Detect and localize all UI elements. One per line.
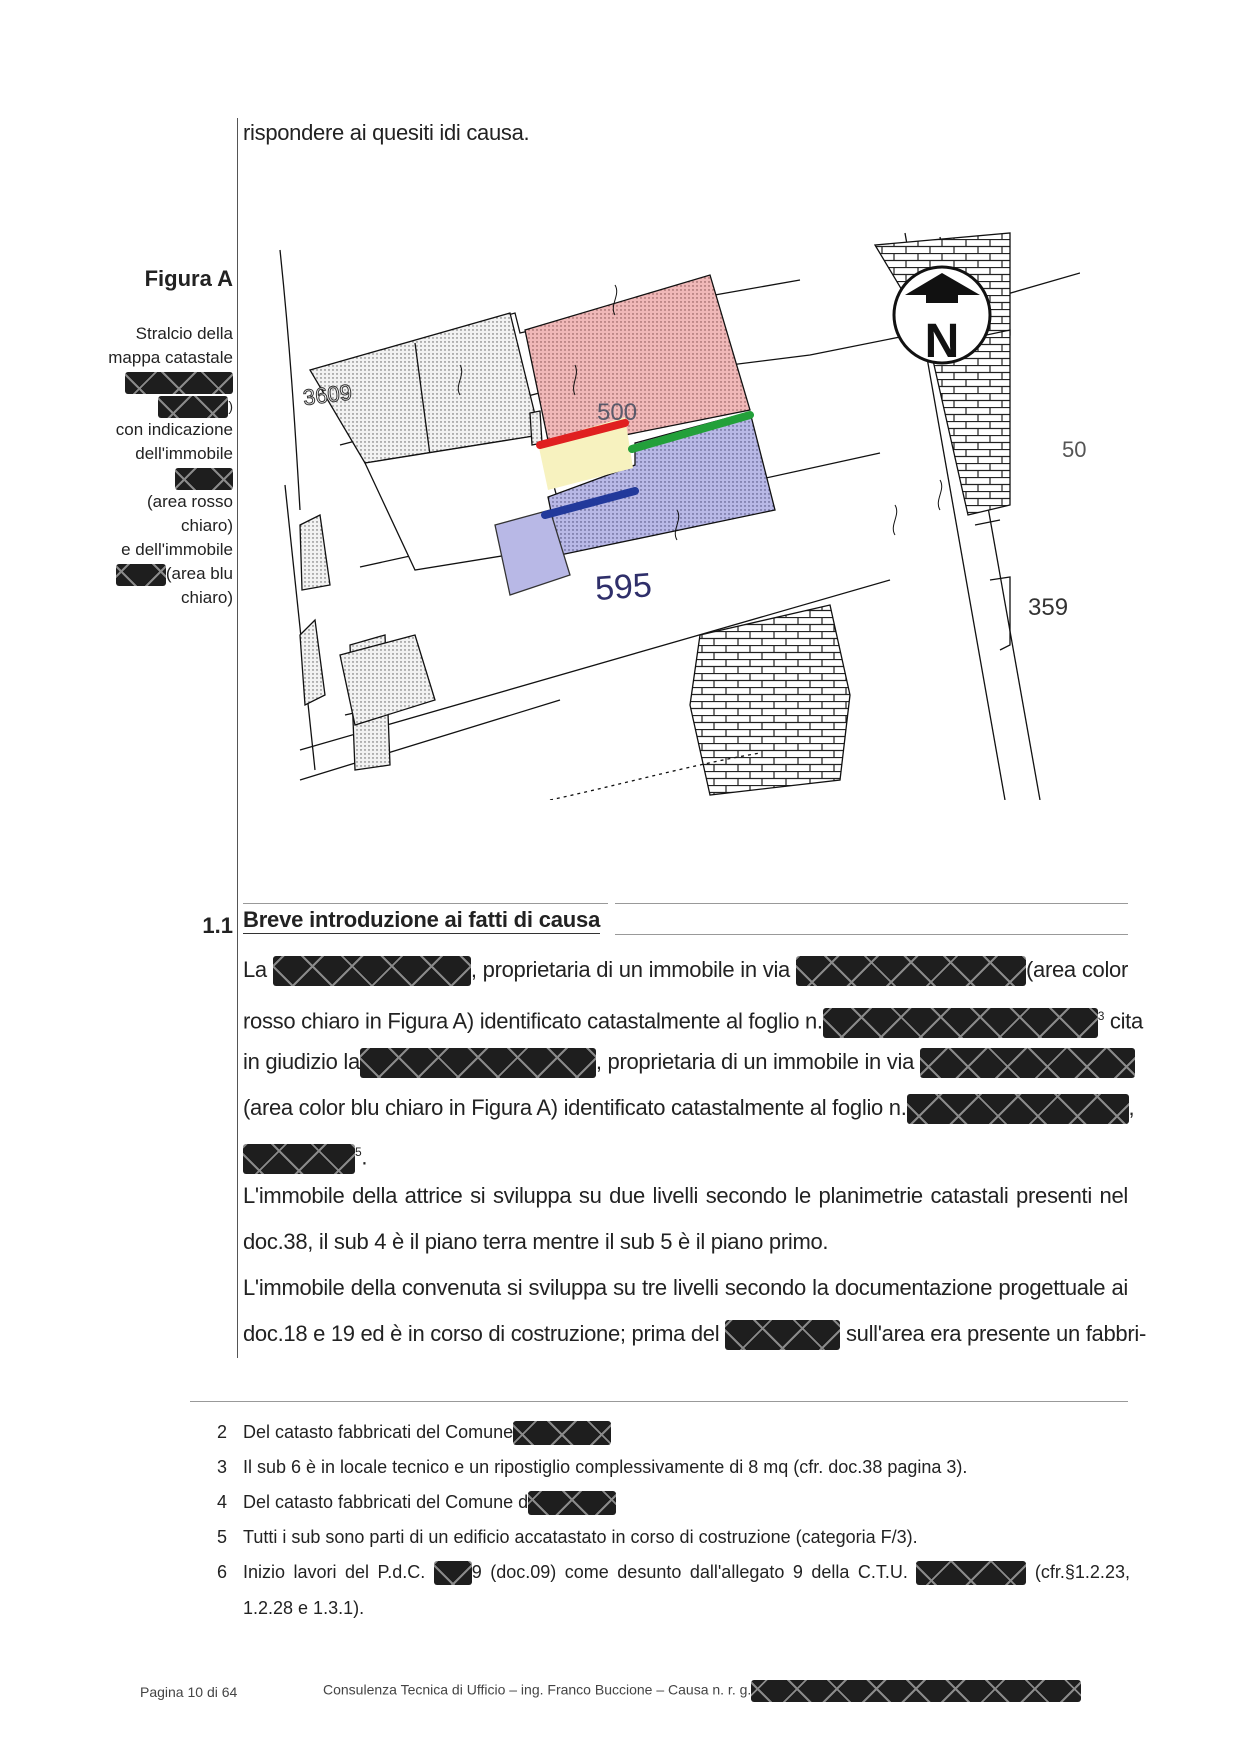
- caption-line: con indicazione: [115, 420, 233, 439]
- redacted-text: [273, 956, 471, 986]
- redacted-text: [360, 1048, 596, 1078]
- caption-line: chiaro): [181, 516, 233, 535]
- parcel-label: 50: [1062, 437, 1087, 462]
- text-line: doc.38, il sub 4 è il piano terra mentre il sub 5 è il piano primo.: [243, 1229, 829, 1254]
- text-line: $^5$.: [243, 1131, 1128, 1173]
- caption-line: chiaro): [181, 588, 233, 607]
- text-line: in giudizio la , proprietaria di un immobile in via: [243, 1039, 1128, 1085]
- cadastral-map: [240, 225, 1087, 800]
- figure-label: Figura A: [144, 266, 233, 291]
- margin-rule: [237, 118, 238, 1358]
- redacted-text: [725, 1320, 840, 1350]
- redacted-text: [243, 1144, 355, 1174]
- redacted-text: [513, 1421, 611, 1445]
- caption-line: Stralcio della: [135, 324, 233, 343]
- redacted-text: [751, 1680, 1081, 1702]
- redacted-text: [158, 396, 228, 418]
- footnote-item: 4 Del catasto fabbricati del Comune d: [205, 1490, 1130, 1515]
- text-line: La , proprietaria di un immobile in via (area color: [243, 947, 1128, 993]
- footnote-item: 6 Inizio lavori del P.d.C. 9 (doc.09) come desunto dall'allegato 9 della C.T.U. (cfr.§1.2.23,: [205, 1560, 1130, 1585]
- footnote-separator: [190, 1401, 1128, 1402]
- body-paragraphs: [243, 947, 1146, 1357]
- caption-line: dell'immobile: [135, 444, 233, 463]
- text-line: rosso chiaro in Figura A) identificato catastalmente al foglio n. $^3$ cita: [243, 993, 1128, 1039]
- redacted-text: [434, 1561, 472, 1585]
- footnote-item: 5 Tutti i sub sono parti di un edificio accatastato in corso di costruzione (categoria F/3).: [216, 1527, 918, 1547]
- redacted-text: [920, 1048, 1135, 1078]
- section-title: [243, 903, 1128, 931]
- text-line: doc.18 e 19 ed è in corso di costruzione; prima del sull'area era presente un fabbri-: [243, 1311, 1128, 1357]
- redacted-text: [116, 564, 166, 586]
- section-number: 1.1: [202, 913, 233, 938]
- footnote-item: 2 Del catasto fabbricati del Comune: [205, 1420, 1130, 1445]
- redacted-text: [175, 468, 233, 490]
- page-number: Pagina 10 di 64: [140, 1684, 238, 1700]
- redacted-text: [528, 1491, 616, 1515]
- redacted-text: [916, 1561, 1026, 1585]
- footnote-item: 3 Il sub 6 è in locale tecnico e un ripostiglio complessivamente di 8 mq (cfr. doc.38 pagina 3).: [216, 1457, 968, 1477]
- text-line: L'immobile della attrice si sviluppa su due livelli secondo le planimetrie catastali presenti nel: [243, 1183, 1128, 1208]
- top-text: rispondere ai quesiti idi causa.: [243, 120, 530, 145]
- redacted-text: [823, 1008, 1098, 1038]
- parcel-label: 595: [593, 566, 654, 609]
- parcel-label: 3609: [301, 379, 354, 411]
- text-line: L'immobile della convenuta si sviluppa su tre livelli secondo la documentazione progettuale ai: [243, 1275, 1128, 1300]
- caption-line: mappa catastale: [108, 348, 233, 367]
- footer-text: Consulenza Tecnica di Ufficio – ing. Franco Buccione – Causa n. r. g.: [323, 1680, 1081, 1702]
- redacted-text: [907, 1094, 1129, 1124]
- north-label: N: [924, 315, 960, 368]
- caption-line: (area blu: [165, 564, 233, 583]
- redacted-text: [125, 372, 233, 394]
- footnote-item: 1.2.28 e 1.3.1).: [243, 1598, 365, 1618]
- parcel-label: 359: [1028, 594, 1069, 621]
- caption-line: e dell'immobile: [121, 540, 233, 559]
- text-line: (area color blu chiaro in Figura A) identificato catastalmente al foglio n. ,: [243, 1085, 1128, 1131]
- parcel-label: 500: [597, 399, 638, 426]
- caption-line: (area rosso: [147, 492, 233, 511]
- figure-caption: Stralcio della mappa catastale ) con indicazione dell'immobile (area rosso chiaro) e dell'immobile (area blu chiaro): [108, 322, 233, 610]
- section-title-text: Breve introduzione ai fatti di causa: [243, 907, 601, 932]
- redacted-text: [796, 956, 1026, 986]
